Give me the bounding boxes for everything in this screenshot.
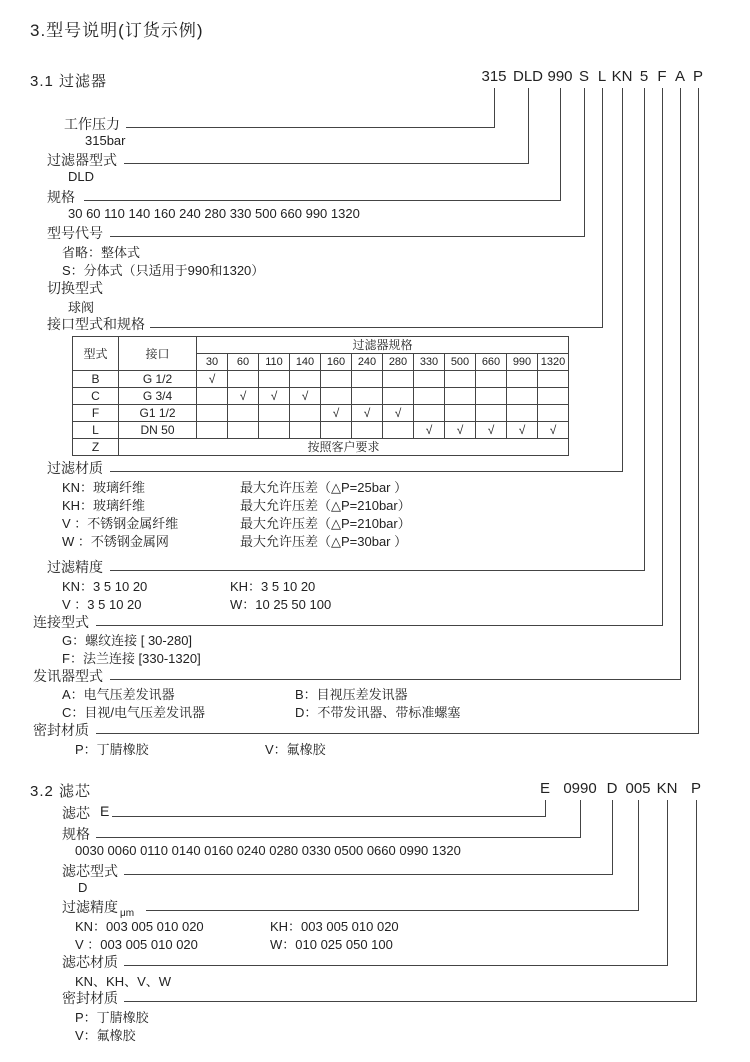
element-code-segment-material: KN [656,780,678,797]
leader-line-horizontal [124,965,668,966]
leader-line-vertical [584,88,585,236]
mark-cell: √ [321,405,352,422]
mark-cell [228,405,259,422]
size-header-cell: 990 [507,354,538,371]
leader-line-horizontal [124,1001,697,1002]
page-title: 3.型号说明(订货示例) [30,21,204,40]
mark-cell [383,371,414,388]
switch-type-value: 球阀 [68,300,95,315]
leader-line-horizontal [84,200,561,201]
size-header-cell: 330 [414,354,445,371]
size-header-cell: 110 [259,354,290,371]
mark-cell [321,371,352,388]
mark-cell [507,405,538,422]
mark-cell [290,422,321,439]
media-row-name: KN：玻璃纤维 [62,480,146,495]
working-pressure-label: 工作压力 [64,116,120,132]
custom-row-cell: 按照客户要求 [119,439,569,456]
element-precision-kn: KN：003 005 010 020 [75,919,204,934]
media-row-name: V ：不锈钢金属纤维 [62,516,179,531]
size-header-cell: 1320 [538,354,569,371]
element-label: 滤芯 [62,805,90,821]
port-cell: G1 1/2 [119,405,197,422]
mark-cell [228,371,259,388]
table-row [73,405,569,422]
model-code-line1: 省略：整体式 [62,245,141,260]
leader-line-horizontal [110,570,645,571]
mark-cell: √ [507,422,538,439]
indicator-label: 发讯器型式 [33,668,103,684]
table-row [73,422,569,439]
media-row-dp: 最大允许压差（△P=210bar） [240,516,411,531]
mark-cell [259,371,290,388]
leader-line-vertical [638,800,639,910]
element-material-label: 滤芯材质 [62,954,118,970]
leader-line-vertical [528,88,529,163]
order-code-segment-precision: 5 [639,68,649,85]
mark-cell [383,422,414,439]
indicator-b: B：目视压差发讯器 [295,687,408,702]
order-code-segment-model: S [578,68,590,85]
mark-cell [197,388,228,405]
leader-line-vertical [680,88,681,679]
leader-line-vertical [560,88,561,200]
type-cell: L [73,422,119,439]
order-code-segment-connection: F [657,68,667,85]
seal-label: 密封材质 [33,722,89,738]
mark-cell: √ [290,388,321,405]
interface-table [72,336,569,456]
mark-cell: √ [445,422,476,439]
mark-cell [228,422,259,439]
size-header-cell: 60 [228,354,259,371]
element-value: E [100,803,110,819]
port-cell: G 3/4 [119,388,197,405]
seal-v: V：氟橡胶 [265,742,326,757]
mark-cell: √ [476,422,507,439]
leader-line-vertical [580,800,581,837]
leader-line-horizontal [96,625,663,626]
precision-v: V ：3 5 10 20 [62,597,142,612]
mark-cell [352,422,383,439]
leader-line-vertical [602,88,603,327]
connection-line2: F：法兰连接 [330-1320] [62,651,201,666]
leader-line-horizontal [112,816,546,817]
mark-cell: √ [228,388,259,405]
precision-label: 过滤精度 [47,559,103,575]
leader-line-vertical [698,88,699,733]
precision-w: W：10 25 50 100 [230,597,332,612]
indicator-d: D：不带发讯器、带标准螺塞 [295,705,461,720]
element-code-segment-seal: P [690,780,702,797]
mark-cell [476,405,507,422]
port-cell: DN 50 [119,422,197,439]
order-code-segment-seal: P [692,68,704,85]
switch-type-label: 切换型式 [47,280,103,296]
element-type-value: D [78,880,88,895]
connection-line1: G：螺纹连接 [ 30-280] [62,633,193,648]
element-precision-kh: KH：003 005 010 020 [270,919,399,934]
order-code-segment-pressure: 315 [481,68,507,85]
media-row-dp: 最大允许压差（△P=30bar ） [240,534,408,549]
precision-kh: KH：3 5 10 20 [230,579,316,594]
mark-cell [259,422,290,439]
element-material-value: KN、KH、V、W [75,974,172,989]
mark-cell [414,371,445,388]
leader-line-horizontal [110,679,681,680]
element-type-label: 滤芯型式 [62,863,118,879]
element-size-label: 规格 [62,826,90,842]
mark-cell [321,422,352,439]
size-header-cell: 280 [383,354,414,371]
indicator-c: C：目视/电气压差发讯器 [62,705,206,720]
mark-cell: √ [197,371,228,388]
order-code-segment-size: 990 [547,68,573,85]
mark-cell [321,388,352,405]
leader-line-horizontal [146,910,639,911]
header-sizes-cell: 过滤器规格 [197,337,569,354]
order-code-segment-indicator: A [674,68,686,85]
mark-cell: √ [538,422,569,439]
model-code-label: 型号代号 [47,225,103,241]
element-precision-w: W：010 025 050 100 [270,937,393,952]
size-values: 30 60 110 140 160 240 280 330 500 660 990 1320 [68,206,360,221]
mark-cell [445,405,476,422]
type-cell: B [73,371,119,388]
media-row-dp: 最大允许压差（△P=25bar ） [240,480,408,495]
leader-line-horizontal [150,327,603,328]
leader-line-horizontal [124,874,613,875]
header-type-cell: 型式 [73,337,119,371]
size-header-cell: 240 [352,354,383,371]
size-header-cell: 160 [321,354,352,371]
type-cell: F [73,405,119,422]
working-pressure-value: 315bar [85,133,126,148]
mark-cell: √ [383,405,414,422]
mark-cell [538,371,569,388]
element-seal-line2: V：氟橡胶 [75,1028,136,1043]
element-size-values: 0030 0060 0110 0140 0160 0240 0280 0330 0500 0660 0990 1320 [75,843,461,858]
element-seal-line1: P：丁腈橡胶 [75,1010,149,1025]
element-code-segment-e: E [539,780,551,797]
leader-line-vertical [494,88,495,127]
mark-cell [507,371,538,388]
mark-cell [445,388,476,405]
mark-cell: √ [352,405,383,422]
indicator-a: A：电气压差发讯器 [62,687,175,702]
size-label: 规格 [47,189,75,205]
element-precision-v: V ：003 005 010 020 [75,937,198,952]
leader-line-horizontal [124,163,529,164]
leader-line-vertical [622,88,623,471]
connection-label: 连接型式 [33,614,89,630]
table-row [73,371,569,388]
model-code-line2: S：分体式（只适用于990和1320） [62,263,265,278]
mark-cell [352,388,383,405]
precision-kn: KN：3 5 10 20 [62,579,148,594]
port-cell: G 1/2 [119,371,197,388]
filter-type-label: 过滤器型式 [47,152,117,168]
mark-cell [414,405,445,422]
order-code-segment-type: DLD [512,68,544,85]
leader-line-vertical [545,800,546,816]
interface-label: 接口型式和规格 [47,316,145,332]
leader-line-vertical [644,88,645,570]
leader-line-vertical [667,800,668,965]
size-header-cell: 660 [476,354,507,371]
leader-line-horizontal [96,837,581,838]
element-code-segment-size: 0990 [563,780,597,797]
mark-cell [197,405,228,422]
header-port-cell: 接口 [119,337,197,371]
mark-cell [290,405,321,422]
media-row-name: W ：不锈钢金属网 [62,534,169,549]
leader-line-vertical [696,800,697,1001]
leader-line-vertical [662,88,663,625]
mark-cell [476,371,507,388]
element-code-segment-type: D [606,780,618,797]
mark-cell [197,422,228,439]
type-cell: Z [73,439,119,456]
mark-cell [290,371,321,388]
seal-p: P：丁腈橡胶 [75,742,149,757]
mark-cell: √ [259,388,290,405]
type-cell: C [73,388,119,405]
order-code-segment-interface: L [597,68,607,85]
mark-cell: √ [414,422,445,439]
mark-cell [259,405,290,422]
element-precision-unit: μm [120,907,135,919]
filter-type-value: DLD [68,169,95,184]
media-row-name: KH：玻璃纤维 [62,498,146,513]
element-precision-label-text: 过滤精度 [62,899,118,915]
size-header-cell: 500 [445,354,476,371]
mark-cell [445,371,476,388]
mark-cell [538,405,569,422]
mark-cell [414,388,445,405]
order-code-segment-material: KN [611,68,633,85]
size-header-cell: 140 [290,354,321,371]
leader-line-vertical [612,800,613,874]
table-row [73,388,569,405]
size-header-cell: 30 [197,354,228,371]
element-code-segment-precision: 005 [625,780,651,797]
mark-cell [538,388,569,405]
mark-cell [383,388,414,405]
section-3-2-heading: 3.2 滤芯 [30,783,92,800]
table-row [73,439,569,456]
element-seal-label: 密封材质 [62,990,118,1006]
table-header-row [73,337,569,354]
leader-line-horizontal [110,236,585,237]
leader-line-horizontal [96,733,699,734]
media-row-dp: 最大允许压差（△P=210bar） [240,498,411,513]
mark-cell [507,388,538,405]
mark-cell [476,388,507,405]
leader-line-horizontal [126,127,495,128]
section-3-1-heading: 3.1 过滤器 [30,73,108,90]
leader-line-horizontal [110,471,623,472]
media-label: 过滤材质 [47,460,103,476]
mark-cell [352,371,383,388]
